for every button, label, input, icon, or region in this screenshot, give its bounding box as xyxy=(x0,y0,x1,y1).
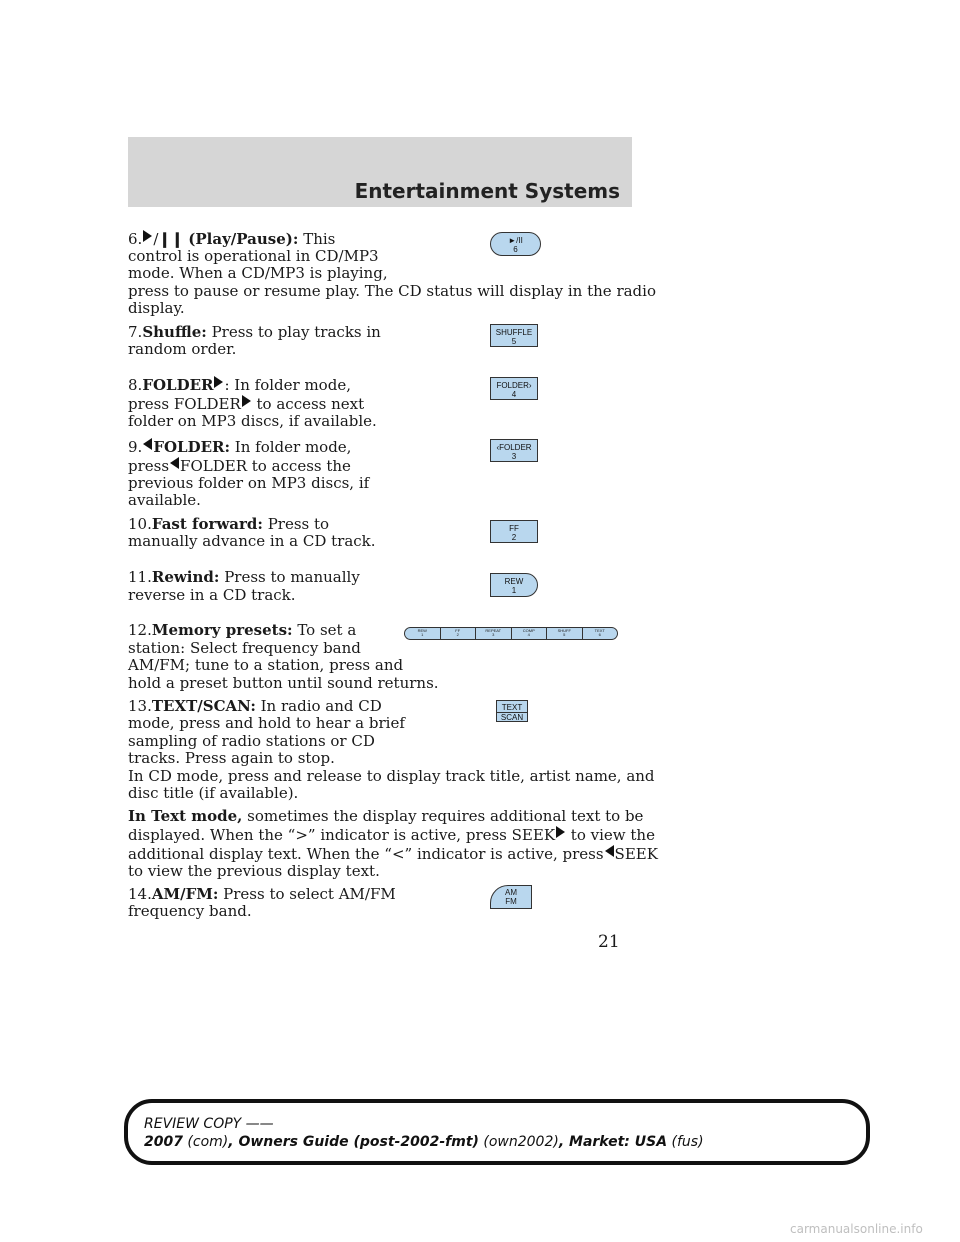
arrow-right-icon xyxy=(242,395,251,407)
page-number: 21 xyxy=(598,932,620,952)
item-13-line4: tracks. Press again to stop. xyxy=(128,749,335,767)
item-13-line1: 13.TEXT/SCAN: In radio and CD xyxy=(128,697,382,715)
folder-next-button-illustration: FOLDER› 4 xyxy=(490,377,538,400)
item-6-line3: mode. When a CD/MP3 is playing, xyxy=(128,264,388,282)
item-9-line3: previous folder on MP3 discs, if xyxy=(128,474,370,492)
preset-6: TEXT 6 xyxy=(594,628,605,637)
section-title: Entertainment Systems xyxy=(354,179,620,203)
item-13-line5: In CD mode, press and release to display track title, artist name, and xyxy=(128,767,655,785)
item-13-line3: sampling of radio stations or CD xyxy=(128,732,375,750)
item-11-line1: 11.Rewind: Press to manually xyxy=(128,568,360,586)
item-14-line2: frequency band. xyxy=(128,902,252,920)
watermark: carmanualsonline.info xyxy=(790,1222,923,1236)
preset-1: REW 1 xyxy=(405,628,441,639)
item-13-line2: mode, press and hold to hear a brief xyxy=(128,714,405,732)
item-8-line1: 8.FOLDER : In folder mode, xyxy=(128,376,351,394)
play-pause-button-illustration: ►/II 6 xyxy=(490,232,541,256)
item-7-line1: 7.Shuffle: Press to play tracks in xyxy=(128,323,381,341)
item-12-line1: 12.Memory presets: To set a xyxy=(128,621,357,639)
item-6-line5: display. xyxy=(128,299,185,317)
item-9-line2: press FOLDER to access the xyxy=(128,457,351,475)
text-scan-button-illustration: TEXT SCAN xyxy=(496,700,528,722)
item-8-line3: folder on MP3 discs, if available. xyxy=(128,412,377,430)
fast-forward-button-illustration: FF 2 xyxy=(490,520,538,543)
item-12-line4: hold a preset button until sound returns. xyxy=(128,674,439,692)
arrow-left-icon xyxy=(170,457,179,469)
am-fm-button-illustration: AM FM xyxy=(490,885,532,909)
review-line2: 2007 (com), Owners Guide (post-2002-fmt) (own2002), Market: USA (fus) xyxy=(144,1134,704,1150)
arrow-left-icon xyxy=(605,845,614,857)
preset-4: COMP 4 xyxy=(512,628,548,639)
item-6-line1: 6. /❙❙ (Play/Pause): This xyxy=(128,230,336,248)
text-mode-line1: In Text mode, sometimes the display requires additional text to be xyxy=(128,807,644,825)
rewind-button-illustration: REW 1 xyxy=(490,573,538,597)
item-6-line4: press to pause or resume play. The CD status will display in the radio xyxy=(128,282,656,300)
item-8-line2: press FOLDER to access next xyxy=(128,395,365,413)
shuffle-button-illustration: SHUFFLE 5 xyxy=(490,324,538,347)
arrow-right-icon xyxy=(214,376,223,388)
memory-presets-illustration xyxy=(404,627,618,640)
preset-3: REPEAT 3 xyxy=(476,628,512,639)
preset-2: FF 2 xyxy=(441,628,477,639)
item-10-line1: 10.Fast forward: Press to xyxy=(128,515,330,533)
text-mode-line2: displayed. When the “>” indicator is active, press SEEK to view the xyxy=(128,826,655,844)
item-9-line1: 9. FOLDER: In folder mode, xyxy=(128,438,352,456)
item-14-line1: 14.AM/FM: Press to select AM/FM xyxy=(128,885,396,903)
text-mode-line4: to view the previous display text. xyxy=(128,862,380,880)
item-13-line6: disc title (if available). xyxy=(128,784,299,802)
text-mode-line3: additional display text. When the “<” indicator is active, press SEEK xyxy=(128,845,658,863)
arrow-right-icon xyxy=(556,826,565,838)
item-10-line2: manually advance in a CD track. xyxy=(128,532,376,550)
review-line1: REVIEW COPY —— xyxy=(144,1116,274,1132)
item-7-line2: random order. xyxy=(128,340,237,358)
item-11-line2: reverse in a CD track. xyxy=(128,586,296,604)
review-copy-box xyxy=(124,1099,870,1165)
item-12-line2: station: Select frequency band xyxy=(128,639,361,657)
item-12-line3: AM/FM; tune to a station, press and xyxy=(128,656,404,674)
header-band xyxy=(128,137,632,207)
folder-prev-button-illustration: ‹FOLDER 3 xyxy=(490,439,538,462)
item-9-line4: available. xyxy=(128,491,201,509)
pause-icon: ❙❙ xyxy=(158,230,184,248)
play-icon xyxy=(143,230,152,242)
arrow-left-icon xyxy=(143,438,152,450)
preset-5: SHUFF 5 xyxy=(547,628,583,639)
item-6-line2: control is operational in CD/MP3 xyxy=(128,247,379,265)
